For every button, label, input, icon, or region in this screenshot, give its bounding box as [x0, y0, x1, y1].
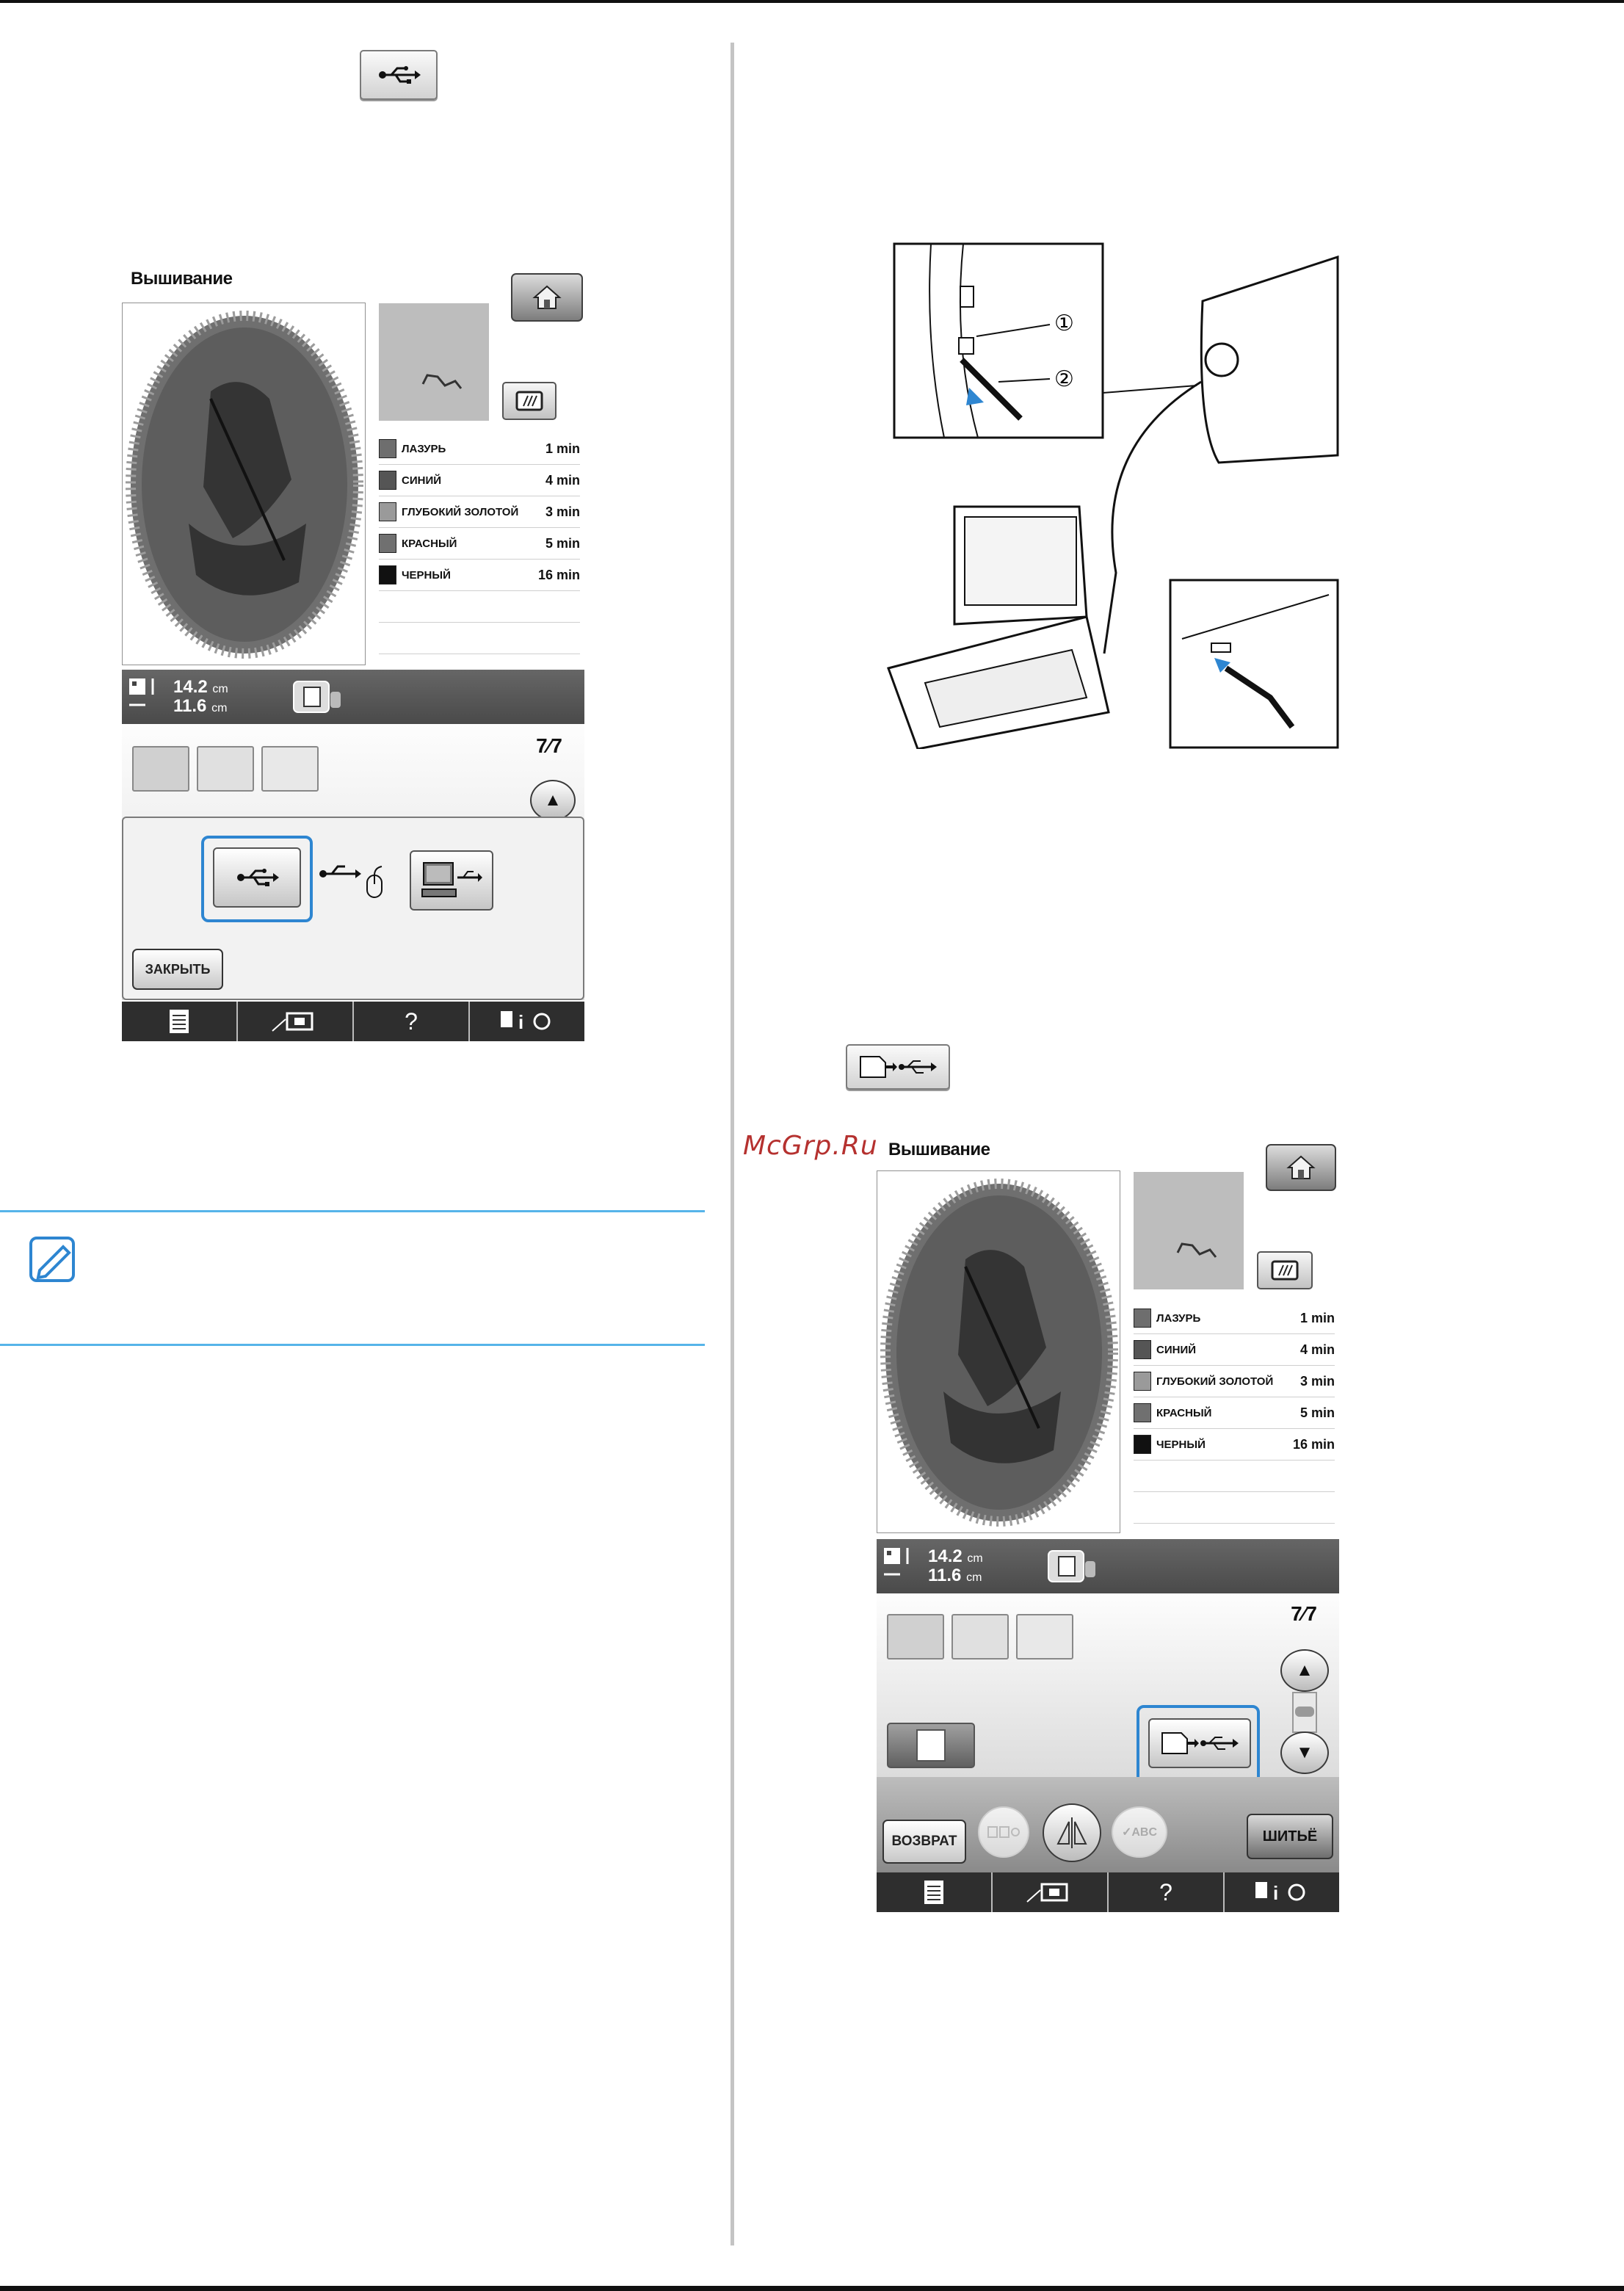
- pattern-thumbnail-graphic: [1134, 1172, 1244, 1289]
- thread-color-list: [379, 433, 580, 654]
- thread-time: 16 min: [537, 567, 580, 582]
- sewing-machine-icon: [1024, 1880, 1076, 1905]
- usb-media-inline-button[interactable]: [360, 50, 438, 100]
- footer-pattern-info-button[interactable]: [877, 1872, 993, 1912]
- thread-swatch: [379, 502, 396, 521]
- memo-icon: [26, 1232, 81, 1286]
- thread-row: [1134, 1334, 1335, 1366]
- memo-bottom-line: [0, 1344, 705, 1346]
- usb-mouse-button[interactable]: [317, 852, 394, 905]
- home-icon: [532, 284, 562, 311]
- pattern-height: [173, 678, 228, 698]
- close-button[interactable]: ЗАКРЫТЬ: [132, 949, 223, 990]
- column-divider: [731, 43, 734, 2245]
- thread-swatch: [379, 439, 396, 458]
- thread-row-empty: [1134, 1461, 1335, 1492]
- svg-text:i: i: [1273, 1882, 1279, 1904]
- screen2-title: Вышивание: [888, 1140, 990, 1159]
- thread-time: 5 min: [1299, 1405, 1335, 1420]
- save-to-usb-icon: [858, 1054, 938, 1080]
- footer-pattern-info-button[interactable]: [122, 1002, 238, 1041]
- page-scrollbar[interactable]: [1292, 1692, 1317, 1733]
- page-current: 7: [536, 734, 548, 757]
- thread-time: 3 min: [1299, 1373, 1335, 1389]
- computer-usb-icon: [421, 860, 482, 901]
- page-total: 7: [1305, 1602, 1317, 1625]
- pattern-info-bar: [877, 1539, 1339, 1593]
- embroidery-frame-icon: [292, 680, 344, 714]
- computer-media-button[interactable]: [410, 850, 493, 911]
- callout-2: ②: [1054, 366, 1074, 392]
- thread-row: [379, 496, 580, 528]
- footer-settings-button[interactable]: [470, 1002, 584, 1041]
- thread-name: ЛАЗУРЬ: [402, 442, 446, 455]
- thread-time: 1 min: [545, 441, 580, 456]
- up-arrow-icon: ▲: [544, 790, 562, 810]
- save-to-usb-icon: [1159, 1730, 1240, 1756]
- thread-name: ЛАЗУРЬ: [1156, 1311, 1201, 1325]
- abc-edit-button[interactable]: ✓ABC: [1112, 1806, 1167, 1858]
- pattern-info-bar: [122, 670, 584, 724]
- sewing-machine-icon: [269, 1009, 321, 1034]
- width-value: 11.6: [173, 696, 207, 716]
- thread-row-empty: [379, 591, 580, 623]
- frame-display-button[interactable]: [502, 382, 557, 420]
- footer-machine-help-button[interactable]: [993, 1872, 1109, 1912]
- pattern-select-button-3[interactable]: [261, 746, 319, 792]
- thread-name: ГЛУБОКИЙ ЗОЛОТОЙ: [1156, 1375, 1274, 1388]
- size-icon: [128, 677, 162, 714]
- document-icon: [923, 1879, 945, 1905]
- size-icon: [882, 1546, 916, 1583]
- pattern-width: [928, 1567, 982, 1587]
- thread-swatch: [379, 565, 396, 584]
- embroidery-preview: [122, 303, 366, 665]
- pattern-select-button-2[interactable]: [951, 1614, 1009, 1660]
- thread-swatch: [1134, 1403, 1151, 1422]
- page-current: 7: [1291, 1602, 1302, 1625]
- usb-connection-illustration: [874, 242, 1344, 749]
- pattern-select-button-3[interactable]: [1016, 1614, 1073, 1660]
- thread-name: ЧЕРНЫЙ: [402, 568, 451, 582]
- thread-name: ЧЕРНЫЙ: [1156, 1438, 1206, 1451]
- pattern-select-button-1[interactable]: [132, 746, 189, 792]
- usb-select-popup: [122, 817, 584, 1000]
- thread-name: ГЛУБОКИЙ ЗОЛОТОЙ: [402, 505, 519, 518]
- settings-info-icon: [1253, 1879, 1311, 1905]
- thread-swatch: [1134, 1435, 1151, 1454]
- thread-swatch: [1134, 1340, 1151, 1359]
- return-button[interactable]: ВОЗВРАТ: [882, 1820, 966, 1864]
- down-arrow-icon: ▼: [1296, 1742, 1313, 1762]
- page-up-button[interactable]: [1280, 1649, 1329, 1692]
- embroidery-preview: [877, 1170, 1120, 1533]
- page-up-button[interactable]: [530, 780, 576, 821]
- save-to-usb-button[interactable]: [1148, 1718, 1251, 1768]
- screen2-bottom-toolbar: [877, 1777, 1339, 1872]
- frame-icon: [1270, 1259, 1299, 1281]
- footer-settings-button[interactable]: [1225, 1872, 1339, 1912]
- page-total: 7: [551, 734, 562, 757]
- thread-row-empty: [1134, 1492, 1335, 1524]
- thread-time: 3 min: [545, 504, 580, 519]
- thread-time: 16 min: [1292, 1436, 1335, 1452]
- thread-swatch: [1134, 1309, 1151, 1328]
- pattern-thumbnail: [379, 303, 489, 421]
- usb-mouse-icon: [319, 856, 392, 900]
- pattern-select-button-1[interactable]: [887, 1614, 944, 1660]
- embroidery-pattern-image: [877, 1171, 1121, 1534]
- pattern-panel: [877, 1593, 1339, 1777]
- page-indicator: 7⁄7: [536, 734, 562, 757]
- height-unit: cm: [212, 683, 228, 695]
- thread-row: [1134, 1429, 1335, 1461]
- embroidery-frame-icon: [1047, 1549, 1098, 1583]
- memo-top-line: [0, 1210, 705, 1212]
- pattern-edit-button[interactable]: [887, 1723, 975, 1768]
- bottom-rule: [0, 2286, 1624, 2291]
- screen1-title: Вышивание: [131, 269, 233, 289]
- pattern-width: [173, 698, 227, 717]
- width-unit: cm: [966, 1571, 982, 1584]
- pattern-edit-icon: [916, 1729, 946, 1762]
- thread-time: 5 min: [545, 535, 580, 551]
- pattern-thumbnail: [1134, 1172, 1244, 1289]
- usb-icon: [235, 866, 279, 888]
- home-button[interactable]: [1266, 1144, 1336, 1191]
- thread-swatch: [379, 471, 396, 490]
- thread-row: [379, 465, 580, 496]
- home-button[interactable]: [511, 273, 583, 322]
- usb-icon: [377, 64, 421, 86]
- save-to-usb-inline-button[interactable]: [846, 1044, 950, 1090]
- layout-button[interactable]: [978, 1806, 1029, 1858]
- thread-row: [379, 433, 580, 465]
- height-value: 14.2: [173, 677, 208, 697]
- frame-icon: [515, 390, 544, 412]
- thread-row: [1134, 1366, 1335, 1397]
- thread-name: КРАСНЫЙ: [402, 537, 457, 550]
- thread-row-empty: [379, 623, 580, 654]
- width-unit: cm: [211, 702, 228, 714]
- mirror-icon: [1054, 1814, 1090, 1851]
- width-value: 11.6: [928, 1566, 962, 1585]
- document-icon: [168, 1008, 190, 1035]
- usb-media-button[interactable]: [213, 847, 301, 908]
- sew-button[interactable]: ШИТЬЁ: [1247, 1814, 1333, 1859]
- page-down-button[interactable]: [1280, 1731, 1329, 1774]
- thread-color-list: [1134, 1303, 1335, 1524]
- thread-row: [379, 560, 580, 591]
- thread-row: [379, 528, 580, 560]
- pattern-select-button-2[interactable]: [197, 746, 254, 792]
- thread-time: 4 min: [545, 472, 580, 488]
- callout-1: ①: [1054, 311, 1074, 336]
- up-arrow-icon: ▲: [1296, 1660, 1313, 1680]
- frame-display-button[interactable]: [1257, 1251, 1313, 1289]
- home-icon: [1286, 1154, 1316, 1181]
- pattern-thumbnail-graphic: [379, 303, 489, 421]
- embroidery-pattern-image: [123, 303, 366, 666]
- mirror-button[interactable]: [1043, 1803, 1101, 1862]
- footer-help-button[interactable]: ?: [354, 1002, 470, 1041]
- height-value: 14.2: [928, 1546, 963, 1566]
- screen2-footer-bar: [877, 1872, 1339, 1912]
- thread-time: 4 min: [1299, 1342, 1335, 1357]
- height-unit: cm: [967, 1552, 983, 1565]
- screen1-footer-bar: [122, 1002, 584, 1041]
- watermark-text: McGrp.Ru: [743, 1131, 878, 1161]
- thread-swatch: [379, 534, 396, 553]
- thread-swatch: [1134, 1372, 1151, 1391]
- footer-machine-help-button[interactable]: [238, 1002, 354, 1041]
- layout-icon: [987, 1825, 1020, 1839]
- thread-name: СИНИЙ: [1156, 1343, 1197, 1356]
- thread-name: СИНИЙ: [402, 474, 442, 487]
- svg-text:i: i: [518, 1011, 524, 1033]
- settings-info-icon: [498, 1008, 557, 1035]
- pattern-height: [928, 1548, 983, 1568]
- top-rule: [0, 0, 1624, 3]
- thread-name: КРАСНЫЙ: [1156, 1406, 1212, 1419]
- thread-row: [1134, 1397, 1335, 1429]
- thread-row: [1134, 1303, 1335, 1334]
- page-scrollbar-thumb[interactable]: [1295, 1707, 1314, 1717]
- footer-help-button[interactable]: ?: [1109, 1872, 1225, 1912]
- thread-time: 1 min: [1299, 1310, 1335, 1325]
- page-indicator: 7⁄7: [1291, 1602, 1317, 1625]
